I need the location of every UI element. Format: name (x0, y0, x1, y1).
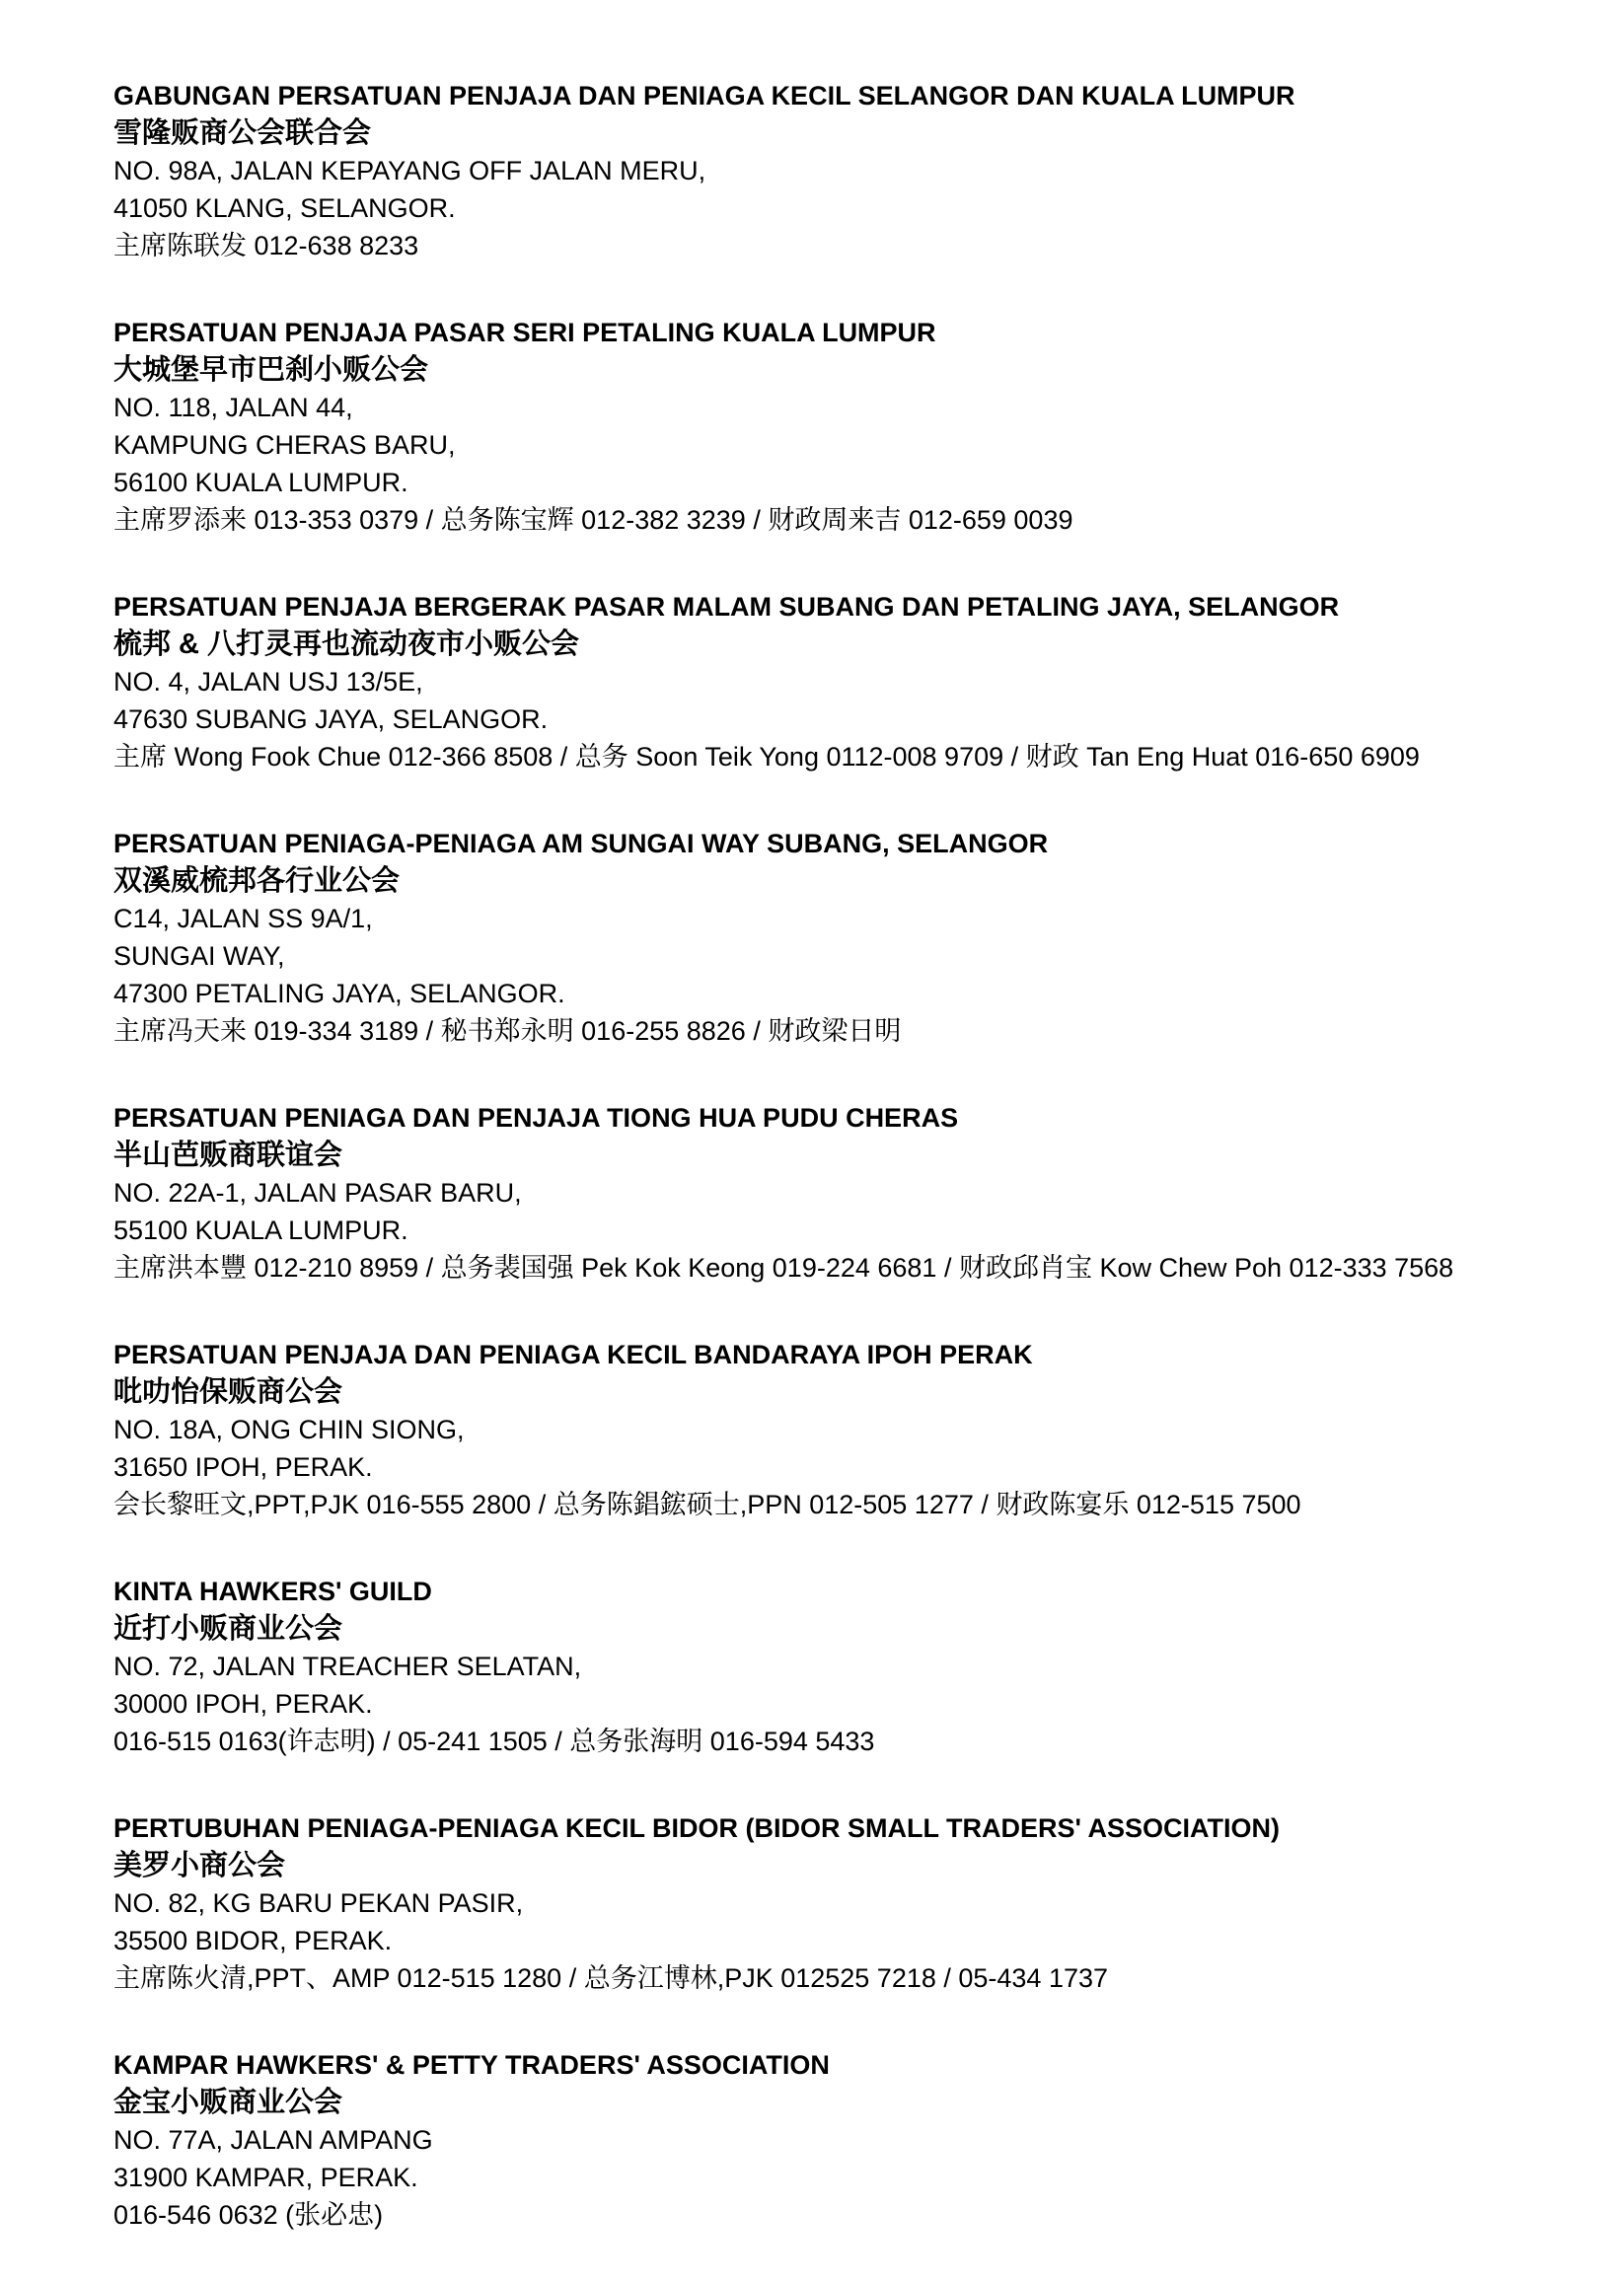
contact-line: 主席陈火清,PPT、AMP 012-515 1280 / 总务江博林,PJK 012525 7218 / 05-434 1737 (113, 1963, 1109, 1993)
association-chinese-name: 吡叻怡保贩商公会 (113, 1376, 343, 1408)
address-line: NO. 18A, ONG CHIN SIONG, (113, 1415, 465, 1444)
contact-line: 主席罗添来 013-353 0379 / 总务陈宝辉 012-382 3239 / 财政周来吉 012-659 0039 (113, 505, 1073, 535)
association-name: PERSATUAN PENIAGA-PENIAGA AM SUNGAI WAY SUBANG, SELANGOR (113, 829, 1049, 858)
directory-entry (113, 1336, 1593, 1523)
address-line: 30000 IPOH, PERAK. (113, 1689, 373, 1719)
contact-line: 会长黎旺文,PPT,PJK 016-555 2800 / 总务陈錩鋐硕士,PPN 012-505 1277 / 财政陈宴乐 012-515 7500 (113, 1490, 1301, 1519)
association-name: GABUNGAN PERSATUAN PENJAJA DAN PENIAGA KECIL SELANGOR DAN KUALA LUMPUR (113, 81, 1295, 110)
address-line: NO. 22A-1, JALAN PASAR BARU, (113, 1178, 522, 1208)
address-line: KAMPUNG CHERAS BARU, (113, 430, 456, 460)
contact-line: 主席洪本豐 012-210 8959 / 总务裴国强 Pek Kok Keong 019-224 6681 / 财政邱肖宝 Kow Chew Poh 012-333 7568 (113, 1253, 1454, 1283)
address-line: NO. 118, JALAN 44, (113, 393, 353, 422)
contact-line: 主席冯天来 019-334 3189 / 秘书郑永明 016-255 8826 / 财政梁日明 (113, 1016, 902, 1046)
address-line: 47630 SUBANG JAYA, SELANGOR. (113, 704, 549, 734)
directory-entry (113, 588, 1593, 775)
directory-entry (113, 2046, 1593, 2234)
contact-line: 主席陈联发 012-638 8233 (113, 231, 419, 260)
address-line: 35500 BIDOR, PERAK. (113, 1926, 393, 1955)
association-name: PERSATUAN PENJAJA DAN PENIAGA KECIL BANDARAYA IPOH PERAK (113, 1340, 1033, 1369)
directory-entry (113, 314, 1593, 539)
association-chinese-name: 双溪威梳邦各行业公会 (113, 865, 401, 897)
address-line: NO. 98A, JALAN KEPAYANG OFF JALAN MERU, (113, 156, 706, 185)
directory-entry (113, 1573, 1593, 1760)
address-line: 55100 KUALA LUMPUR. (113, 1215, 408, 1245)
association-name: KAMPAR HAWKERS' & PETTY TRADERS' ASSOCIATION (113, 2050, 830, 2080)
association-chinese-name: 美罗小商公会 (113, 1850, 286, 1881)
address-line: 31900 KAMPAR, PERAK. (113, 2163, 418, 2192)
contact-line: 主席 Wong Fook Chue 012-366 8508 / 总务 Soon Teik Yong 0112-008 9709 / 财政 Tan Eng Huat 016-650 6909 (113, 742, 1420, 772)
association-chinese-name: 半山芭贩商联谊会 (113, 1140, 343, 1171)
association-chinese-name: 雪隆贩商公会联合会 (113, 117, 372, 149)
address-line: 56100 KUALA LUMPUR. (113, 468, 408, 497)
address-line: NO. 72, JALAN TREACHER SELATAN, (113, 1652, 582, 1681)
address-line: C14, JALAN SS 9A/1, (113, 904, 373, 933)
directory-entry (113, 1099, 1593, 1287)
address-line: SUNGAI WAY, (113, 941, 285, 971)
association-chinese-name: 金宝小贩商业公会 (113, 2087, 343, 2118)
association-chinese-name: 梳邦 & 八打灵再也流动夜市小贩公会 (113, 628, 580, 660)
association-name: PERSATUAN PENJAJA BERGERAK PASAR MALAM SUBANG DAN PETALING JAYA, SELANGOR (113, 592, 1340, 622)
association-name: PERSATUAN PENJAJA PASAR SERI PETALING KUALA LUMPUR (113, 318, 936, 347)
contact-line: 016-546 0632 (张必忠) (113, 2200, 384, 2230)
address-line: NO. 4, JALAN USJ 13/5E, (113, 667, 423, 697)
address-line: 47300 PETALING JAYA, SELANGOR. (113, 979, 565, 1008)
address-line: 31650 IPOH, PERAK. (113, 1452, 373, 1482)
directory-entry (113, 825, 1593, 1050)
association-chinese-name: 近打小贩商业公会 (113, 1613, 343, 1645)
association-name: PERTUBUHAN PENIAGA-PENIAGA KECIL BIDOR (BIDOR SMALL TRADERS' ASSOCIATION) (113, 1813, 1280, 1843)
association-chinese-name: 大城堡早市巴刹小贩公会 (113, 354, 429, 386)
contact-line: 016-515 0163(许志明) / 05-241 1505 / 总务张海明 016-594 5433 (113, 1727, 875, 1756)
directory-entry (113, 77, 1593, 264)
address-line: NO. 82, KG BARU PEKAN PASIR, (113, 1888, 524, 1918)
association-name: KINTA HAWKERS' GUILD (113, 1577, 432, 1606)
address-line: 41050 KLANG, SELANGOR. (113, 193, 456, 223)
association-name: PERSATUAN PENIAGA DAN PENJAJA TIONG HUA PUDU CHERAS (113, 1103, 959, 1133)
directory-entry (113, 1809, 1593, 1997)
address-line: NO. 77A, JALAN AMPANG (113, 2125, 433, 2155)
directory-document (113, 77, 1593, 2283)
